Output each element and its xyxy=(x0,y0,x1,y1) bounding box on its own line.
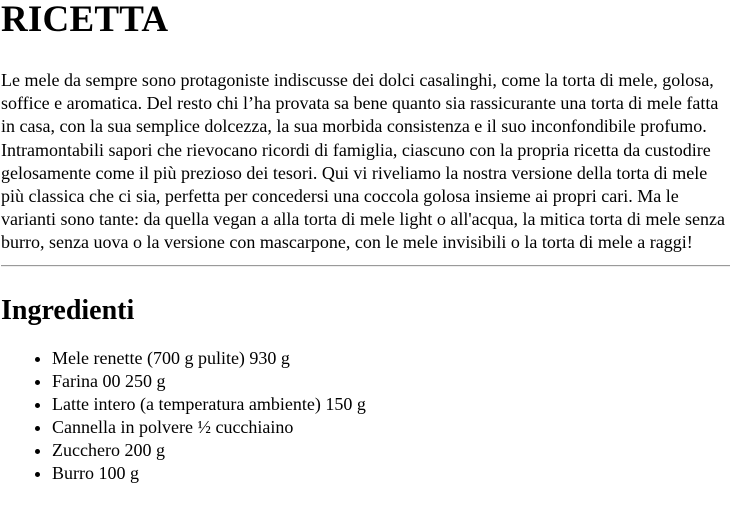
ingredient-item: • Cannella in polvere ½ cucchiaino xyxy=(52,416,731,439)
ingredient-item: • Burro 100 g xyxy=(52,462,731,485)
ingredients-heading: Ingredienti xyxy=(1,294,135,326)
intro-paragraph: Le mele da sempre sono protagoniste indiscusse dei dolci casalinghi, come la torta di mele, golosa, soffice e aromatica. Del resto chi l’ha provata sa bene quanto sia rassicurante una torta di mele fatta in casa, con la sua semplice dolcezza, la sua morbida consistenza e il suo inconfondibile profumo. Intramontabili sapori che rievocano ricordi di famiglia, ciascuno con la propria ricetta da custodire gelosamente come il più prezioso dei tesori. Qui vi riveliamo la nostra versione della torta di mele più classica che ci sia, perfetta per concedersi una coccola golosa insieme ai propri cari. Ma le varianti sono tante: da quella vegan a alla torta di mele light o all'acqua, la mitica torta di mele senza burro, senza uova o la versione con mascarpone, con le mele invisibili o la torta di mele a raggi! xyxy=(1,70,725,253)
ingredient-item: • Farina 00 250 g xyxy=(52,370,731,393)
section-divider xyxy=(1,265,730,267)
ingredient-item: • Latte intero (a temperatura ambiente) 150 g xyxy=(52,393,731,416)
ingredient-item: • Zucchero 200 g xyxy=(52,439,731,462)
page-title: RICETTA xyxy=(1,0,169,40)
ingredients-list xyxy=(1,347,731,485)
ingredient-item: • Mele renette (700 g pulite) 930 g xyxy=(52,347,731,370)
